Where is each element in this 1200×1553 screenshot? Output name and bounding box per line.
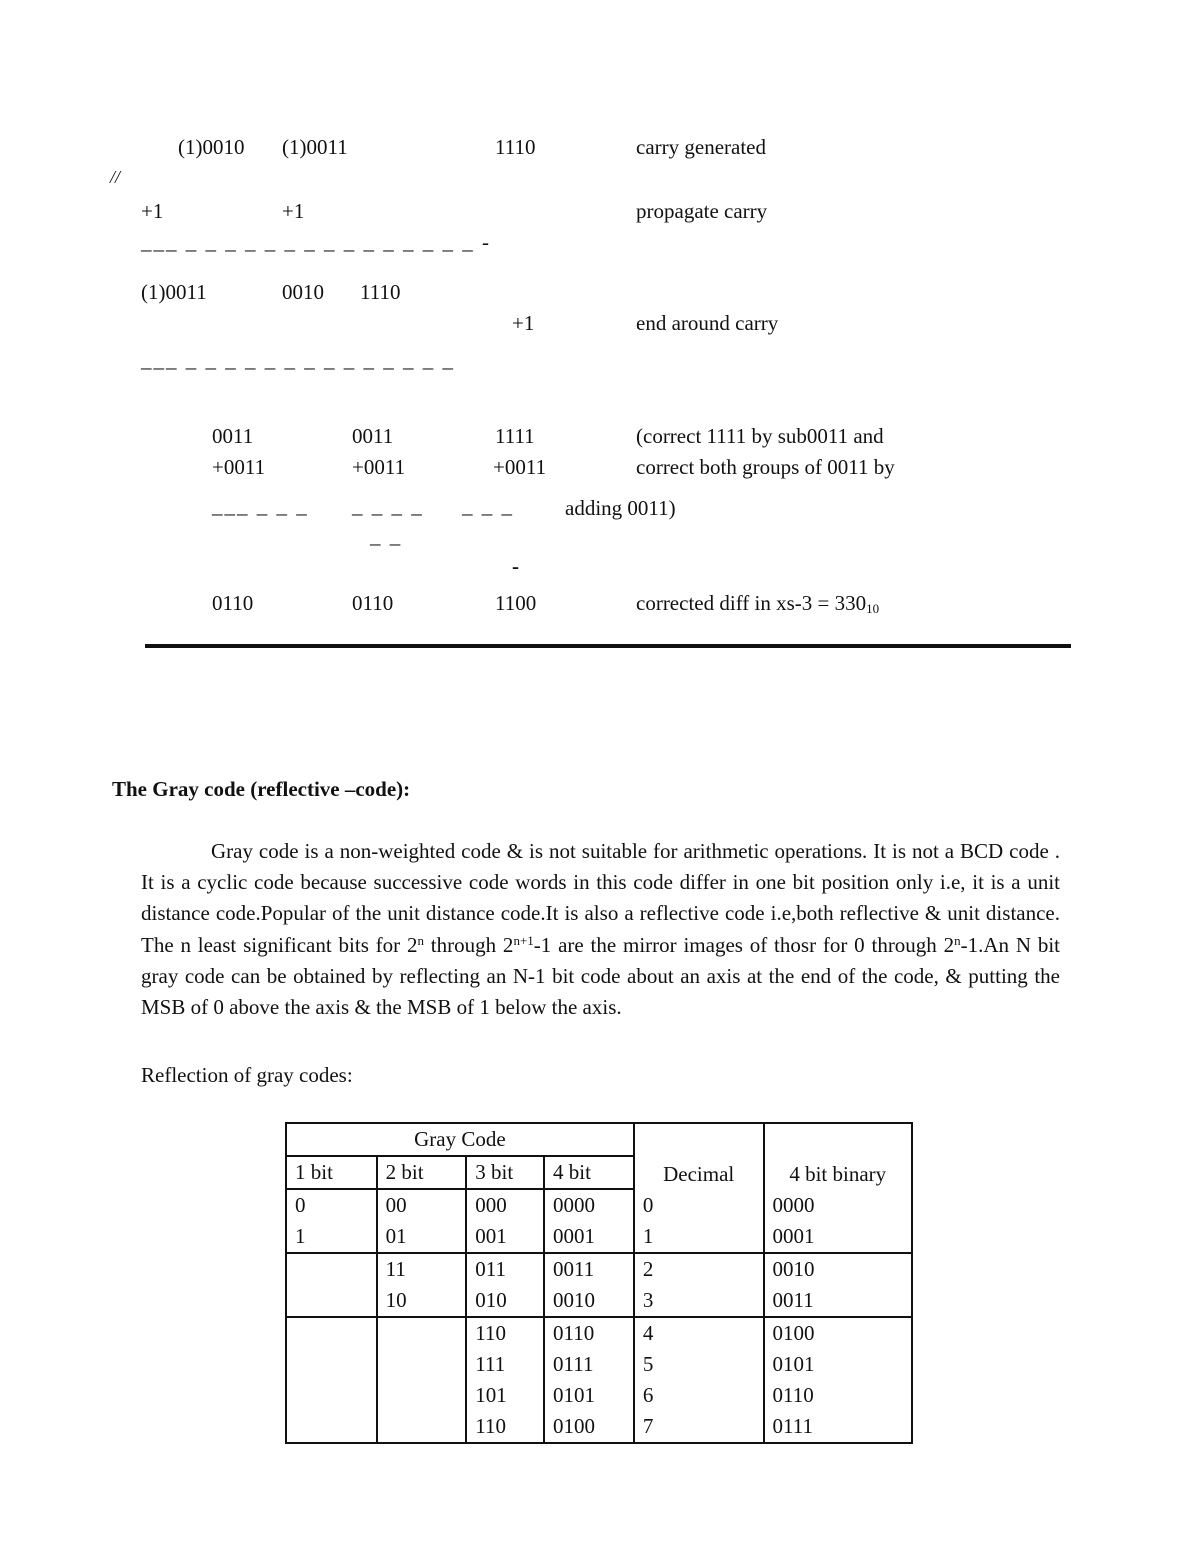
table-row: [286, 1317, 912, 1349]
dash-line-3a: ___ _ _ _: [212, 494, 309, 518]
cell: 4: [634, 1317, 764, 1349]
cell: 0100: [764, 1317, 912, 1349]
para-part-4: -1.An N bit gray code can be obtained by reflecting an N-1 bit code about an axis at the end of the code, & putting the MSB of 0 above the axis & the MSB of 1 below the axis.: [141, 932, 1060, 1020]
cell: 1: [286, 1221, 377, 1253]
cell: 0100: [544, 1411, 634, 1443]
r3-a: (1)0011: [141, 280, 207, 304]
dash-line-4: _ _: [370, 524, 403, 548]
table-row: [286, 1285, 912, 1317]
para-part-3: -1 are the mirror images of thosr for 0 through 2: [533, 932, 955, 957]
cell: 0010: [544, 1285, 634, 1317]
r1-a: (1)0010: [178, 135, 245, 159]
cell: 000: [466, 1189, 544, 1221]
cell: 0111: [544, 1349, 634, 1380]
r7-note: adding 0011): [565, 496, 676, 520]
r8-note-main: corrected diff in xs-3 = 330: [636, 591, 867, 615]
dash-line-5: -: [512, 554, 519, 578]
cell: [377, 1380, 467, 1411]
cell: 5: [634, 1349, 764, 1380]
cell: 1: [634, 1221, 764, 1253]
para-sup-1: n: [417, 932, 424, 948]
table-row: [286, 1349, 912, 1380]
r1-b: (1)0011: [282, 135, 348, 159]
dash-line-1: ___ _ _ _ _ _ _ _ _ _ _ _ _ _ _ _ -: [141, 230, 491, 254]
r6-a: +0011: [212, 455, 266, 479]
cell: [377, 1317, 467, 1349]
dash-line-3c: _ _ _: [462, 494, 514, 518]
table-row: [286, 1189, 912, 1221]
cell: 0110: [544, 1317, 634, 1349]
table-row: [286, 1253, 912, 1285]
cell: 0: [634, 1189, 764, 1221]
dash-line-2: ___ _ _ _ _ _ _ _ _ _ _ _ _ _ _: [141, 348, 455, 372]
table-caption: Reflection of gray codes:: [141, 1063, 353, 1087]
r6-b: +0011: [352, 455, 406, 479]
cell: 00: [377, 1189, 467, 1221]
cell: 0001: [764, 1221, 912, 1253]
r3-c: 1110: [360, 280, 401, 304]
header-4bit: 4 bit: [544, 1156, 634, 1189]
cell: 111: [466, 1349, 544, 1380]
group-header-gray-code: Gray Code: [286, 1123, 634, 1156]
r4-note: end around carry: [636, 311, 779, 335]
cell: 0011: [764, 1285, 912, 1317]
cell: 7: [634, 1411, 764, 1443]
cell: [377, 1349, 467, 1380]
section-rule: [145, 644, 1071, 648]
cell: 11: [377, 1253, 467, 1285]
r8-c: 1100: [495, 591, 537, 615]
cell: 0101: [544, 1380, 634, 1411]
r8-a: 0110: [212, 591, 254, 615]
para-part-1: Gray code is a non-weighted code & is not suitable for arithmetic operations. It is not a BCD code . It is a cyclic code because successive code words in this code differ in one bit position only i.e, it is a unit distance code.Popular of the unit distance code.It is also a reflective code i.e,both reflective & unit distance. The n least significant bits for 2: [141, 839, 1060, 957]
cell: [286, 1349, 377, 1380]
r5-a: 0011: [212, 424, 254, 448]
para-sup-2: n+1: [513, 932, 534, 948]
r5-c: 1111: [495, 424, 535, 448]
table-group-header-row: [286, 1123, 912, 1156]
cell: 3: [634, 1285, 764, 1317]
cell: [286, 1253, 377, 1285]
r4-c: +1: [512, 311, 535, 335]
dash-line-3b: _ _ _ _: [352, 494, 424, 518]
table-row: [286, 1221, 912, 1253]
header-4bit-binary: 4 bit binary: [764, 1123, 912, 1189]
section-heading: The Gray code (reflective –code):: [112, 777, 411, 801]
cell: [286, 1317, 377, 1349]
cell: 101: [466, 1380, 544, 1411]
para-sup-3: n: [954, 932, 961, 948]
cell: 0111: [764, 1411, 912, 1443]
r5-b: 0011: [352, 424, 394, 448]
cell: 110: [466, 1411, 544, 1443]
r6-note: correct both groups of 0011 by: [636, 455, 895, 479]
r8-note-sub: 10: [866, 601, 880, 616]
cell: 0010: [764, 1253, 912, 1285]
r1-c: 1110: [495, 135, 536, 159]
cell: 01: [377, 1221, 467, 1253]
cell: 0000: [764, 1189, 912, 1221]
table-row: [286, 1380, 912, 1411]
cell: [286, 1380, 377, 1411]
slash-mark: //: [110, 167, 121, 187]
cell: [286, 1285, 377, 1317]
header-3bit: 3 bit: [466, 1156, 544, 1189]
cell: 001: [466, 1221, 544, 1253]
r2-a: +1: [141, 199, 164, 223]
cell: 6: [634, 1380, 764, 1411]
gray-code-table: [285, 1122, 913, 1444]
cell: 0110: [764, 1380, 912, 1411]
cell: [286, 1411, 377, 1443]
header-decimal: Decimal: [634, 1123, 764, 1189]
header-2bit: 2 bit: [377, 1156, 467, 1189]
cell: 10: [377, 1285, 467, 1317]
r6-c: +0011: [493, 455, 547, 479]
table-row: [286, 1411, 912, 1443]
cell: 2: [634, 1253, 764, 1285]
cell: 0011: [544, 1253, 634, 1285]
cell: 010: [466, 1285, 544, 1317]
cell: 0101: [764, 1349, 912, 1380]
cell: 110: [466, 1317, 544, 1349]
para-part-2: through 2: [423, 932, 514, 957]
cell: 0: [286, 1189, 377, 1221]
header-1bit: 1 bit: [286, 1156, 377, 1189]
r5-note: (correct 1111 by sub0011 and: [636, 424, 884, 448]
r8-note: [636, 593, 879, 614]
r2-b: +1: [282, 199, 305, 223]
r2-note: propagate carry: [636, 199, 768, 223]
cell: 0000: [544, 1189, 634, 1221]
cell: 011: [466, 1253, 544, 1285]
r8-b: 0110: [352, 591, 394, 615]
r3-b: 0010: [282, 280, 324, 304]
cell: 0001: [544, 1221, 634, 1253]
r1-note: carry generated: [636, 135, 766, 159]
cell: [377, 1411, 467, 1443]
gray-code-paragraph: [141, 836, 1060, 1023]
